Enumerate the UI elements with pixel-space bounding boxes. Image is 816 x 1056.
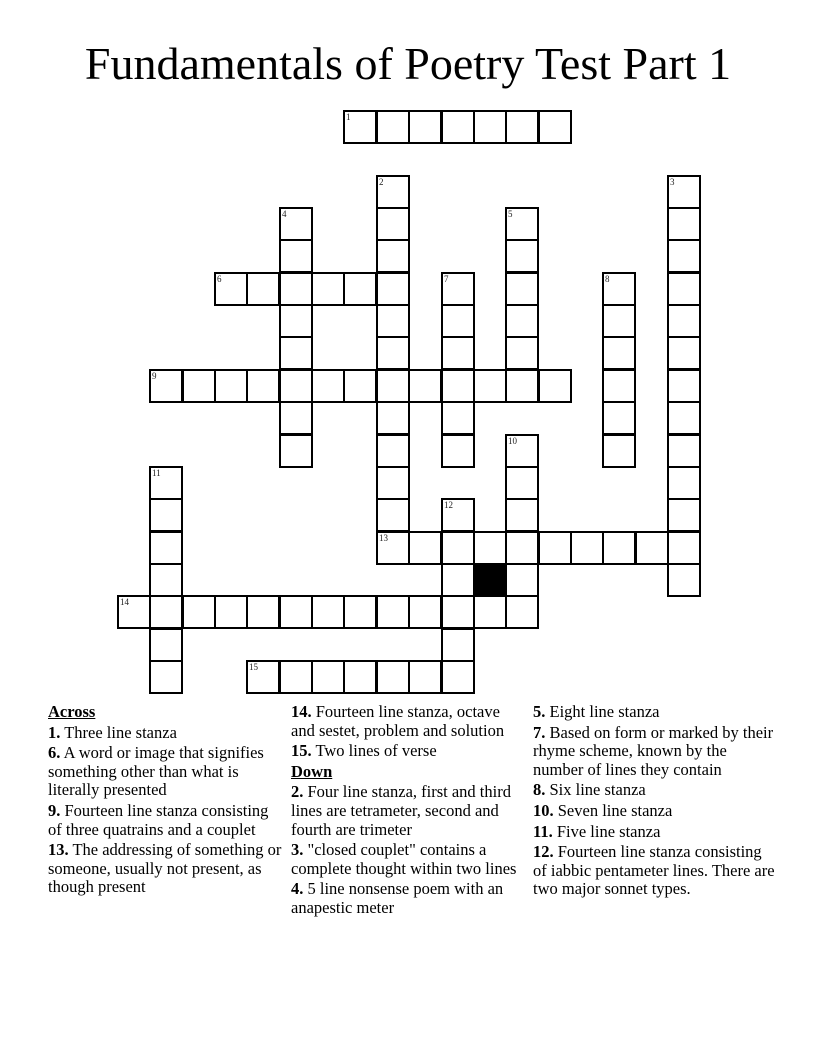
clue-across-13 bbox=[48, 841, 283, 897]
clue-number-label: 2 bbox=[379, 177, 384, 187]
grid-cell[interactable] bbox=[667, 239, 701, 273]
grid-cell[interactable] bbox=[667, 336, 701, 370]
grid-cell[interactable] bbox=[376, 207, 410, 241]
grid-cell[interactable] bbox=[149, 498, 183, 532]
grid-cell[interactable] bbox=[667, 304, 701, 338]
clue-number-label: 5 bbox=[508, 209, 513, 219]
black-cell bbox=[473, 563, 507, 597]
grid-cell[interactable] bbox=[473, 369, 507, 403]
clue-number: 1. bbox=[48, 722, 61, 742]
grid-cell[interactable] bbox=[667, 369, 701, 403]
grid-cell[interactable] bbox=[441, 628, 475, 662]
grid-cell[interactable] bbox=[117, 595, 151, 629]
grid-cell[interactable] bbox=[408, 660, 442, 694]
grid-cell[interactable] bbox=[279, 239, 313, 273]
grid-cell[interactable] bbox=[441, 336, 475, 370]
grid-cell[interactable] bbox=[376, 304, 410, 338]
grid-cell[interactable] bbox=[505, 434, 539, 468]
clue-across-6 bbox=[48, 744, 283, 800]
clue-down-5 bbox=[533, 703, 778, 722]
clue-down-11 bbox=[533, 823, 778, 842]
grid-cell[interactable] bbox=[376, 434, 410, 468]
grid-cell[interactable] bbox=[246, 369, 280, 403]
grid-cell[interactable] bbox=[149, 563, 183, 597]
grid-cell[interactable] bbox=[376, 498, 410, 532]
grid-cell[interactable] bbox=[279, 369, 313, 403]
grid-cell[interactable] bbox=[279, 660, 313, 694]
grid-cell[interactable] bbox=[441, 304, 475, 338]
grid-cell[interactable] bbox=[376, 110, 410, 144]
grid-cell[interactable] bbox=[279, 304, 313, 338]
grid-cell[interactable] bbox=[505, 110, 539, 144]
grid-cell[interactable] bbox=[602, 531, 636, 565]
grid-cell[interactable] bbox=[279, 272, 313, 306]
grid-cell[interactable] bbox=[538, 110, 572, 144]
clue-number: 3. bbox=[291, 840, 304, 860]
grid-cell[interactable] bbox=[602, 369, 636, 403]
grid-cell[interactable] bbox=[311, 595, 345, 629]
grid-cell[interactable] bbox=[441, 369, 475, 403]
clue-number-label: 10 bbox=[508, 436, 517, 446]
grid-cell[interactable] bbox=[635, 531, 669, 565]
down-heading: Down bbox=[291, 761, 333, 781]
clue-text: A word or image that signifies something other than what is literally presented bbox=[48, 743, 264, 800]
clue-number: 5. bbox=[533, 702, 546, 721]
grid-cell[interactable] bbox=[505, 563, 539, 597]
grid-cell[interactable] bbox=[602, 336, 636, 370]
clue-number-label: 6 bbox=[217, 274, 222, 284]
clue-number-label: 15 bbox=[249, 662, 258, 672]
clue-number-label: 14 bbox=[120, 597, 129, 607]
grid-cell[interactable] bbox=[441, 660, 475, 694]
grid-cell[interactable] bbox=[538, 369, 572, 403]
clue-down-12 bbox=[533, 843, 778, 899]
grid-cell[interactable] bbox=[149, 595, 183, 629]
grid-cell[interactable] bbox=[343, 272, 377, 306]
grid-cell[interactable] bbox=[408, 110, 442, 144]
grid-cell[interactable] bbox=[505, 239, 539, 273]
grid-cell[interactable] bbox=[505, 336, 539, 370]
grid-cell[interactable] bbox=[538, 531, 572, 565]
grid-cell[interactable] bbox=[376, 660, 410, 694]
grid-cell[interactable] bbox=[376, 401, 410, 435]
clue-number-label: 4 bbox=[282, 209, 287, 219]
grid-cell[interactable] bbox=[505, 369, 539, 403]
grid-cell[interactable] bbox=[441, 401, 475, 435]
clue-number: 13. bbox=[48, 840, 69, 860]
grid-cell[interactable] bbox=[505, 466, 539, 500]
grid-cell[interactable] bbox=[505, 272, 539, 306]
clue-text: Five line stanza bbox=[556, 821, 661, 841]
grid-cell[interactable] bbox=[602, 434, 636, 468]
grid-cell[interactable] bbox=[279, 207, 313, 241]
clues-column-1 bbox=[48, 703, 283, 899]
clue-number: 11. bbox=[533, 821, 553, 841]
grid-cell[interactable] bbox=[667, 434, 701, 468]
clue-text: Four line stanza, first and third lines are tetrameter, second and fourth are trimeter bbox=[291, 782, 511, 839]
grid-cell[interactable] bbox=[473, 531, 507, 565]
grid-cell[interactable] bbox=[279, 336, 313, 370]
grid-cell[interactable] bbox=[214, 595, 248, 629]
clue-across-14 bbox=[291, 703, 526, 740]
clue-text: "closed couplet" contains a complete thought within two lines bbox=[291, 840, 517, 878]
clue-number-label: 11 bbox=[152, 468, 161, 478]
grid-cell[interactable] bbox=[667, 401, 701, 435]
grid-cell[interactable] bbox=[182, 369, 216, 403]
clue-text: Fourteen line stanza consisting of three quatrains and a couplet bbox=[48, 800, 269, 839]
clue-number: 8. bbox=[533, 780, 546, 800]
grid-cell[interactable] bbox=[279, 595, 313, 629]
grid-cell[interactable] bbox=[408, 595, 442, 629]
clue-text: Six line stanza bbox=[549, 780, 646, 800]
clues-column-3 bbox=[533, 703, 778, 901]
clue-number-label: 7 bbox=[444, 274, 449, 284]
grid-cell[interactable] bbox=[149, 660, 183, 694]
grid-cell[interactable] bbox=[441, 595, 475, 629]
page-title: Fundamentals of Poetry Test Part 1 bbox=[84, 38, 732, 89]
clue-down-8 bbox=[533, 781, 778, 800]
grid-cell[interactable] bbox=[149, 466, 183, 500]
clue-across-1 bbox=[48, 724, 283, 743]
clue-across-9 bbox=[48, 802, 283, 839]
clue-text: Three line stanza bbox=[64, 722, 177, 742]
grid-cell[interactable] bbox=[246, 595, 280, 629]
grid-cell[interactable] bbox=[667, 272, 701, 306]
clue-text: Two lines of verse bbox=[315, 741, 437, 761]
clue-number: 2. bbox=[291, 782, 304, 802]
grid-cell[interactable] bbox=[667, 563, 701, 597]
grid-cell[interactable] bbox=[343, 660, 377, 694]
grid-cell[interactable] bbox=[279, 434, 313, 468]
grid-cell[interactable] bbox=[376, 175, 410, 209]
clue-number-label: 12 bbox=[444, 500, 453, 510]
grid-cell[interactable] bbox=[667, 498, 701, 532]
grid-cell[interactable] bbox=[376, 466, 410, 500]
grid-cell[interactable] bbox=[279, 401, 313, 435]
grid-cell[interactable] bbox=[441, 563, 475, 597]
clue-text: The addressing of something or someone, usually not present, as though present bbox=[48, 840, 282, 897]
grid-cell[interactable] bbox=[408, 531, 442, 565]
clue-number-label: 9 bbox=[152, 371, 157, 381]
clue-number: 6. bbox=[48, 743, 61, 763]
clue-number-label: 3 bbox=[670, 177, 675, 187]
grid-cell[interactable] bbox=[376, 272, 410, 306]
grid-cell[interactable] bbox=[376, 595, 410, 629]
grid-cell[interactable] bbox=[667, 531, 701, 565]
clue-text: Based on form or marked by their rhyme scheme, known by the number of lines they contain bbox=[533, 722, 774, 779]
grid-cell[interactable] bbox=[246, 660, 280, 694]
grid-cell[interactable] bbox=[343, 110, 377, 144]
grid-cell[interactable] bbox=[473, 595, 507, 629]
grid-cell[interactable] bbox=[311, 660, 345, 694]
clue-text: Seven line stanza bbox=[557, 800, 673, 820]
grid-cell[interactable] bbox=[376, 336, 410, 370]
grid-cell[interactable] bbox=[505, 207, 539, 241]
clue-down-4 bbox=[291, 880, 526, 917]
grid-cell[interactable] bbox=[182, 595, 216, 629]
grid-cell[interactable] bbox=[505, 531, 539, 565]
grid-cell[interactable] bbox=[667, 175, 701, 209]
clue-down-2 bbox=[291, 783, 526, 839]
grid-cell[interactable] bbox=[441, 434, 475, 468]
grid-cell[interactable] bbox=[570, 531, 604, 565]
clue-text: Eight line stanza bbox=[549, 702, 660, 721]
grid-cell[interactable] bbox=[376, 531, 410, 565]
grid-cell[interactable] bbox=[149, 369, 183, 403]
clue-number: 4. bbox=[291, 879, 304, 899]
clue-number: 7. bbox=[533, 722, 546, 742]
grid-cell[interactable] bbox=[149, 531, 183, 565]
clue-number: 14. bbox=[291, 702, 312, 721]
grid-cell[interactable] bbox=[441, 498, 475, 532]
grid-cell[interactable] bbox=[311, 369, 345, 403]
clue-number-label: 13 bbox=[379, 533, 388, 543]
clue-number: 9. bbox=[48, 800, 61, 820]
clue-number-label: 1 bbox=[346, 112, 351, 122]
grid-cell[interactable] bbox=[408, 369, 442, 403]
clue-text: Fourteen line stanza, octave and sestet, problem and solution bbox=[291, 702, 505, 740]
clue-number-label: 8 bbox=[605, 274, 610, 284]
grid-cell[interactable] bbox=[667, 466, 701, 500]
grid-cell[interactable] bbox=[214, 369, 248, 403]
clue-number: 12. bbox=[533, 842, 554, 862]
clue-across-15 bbox=[291, 742, 526, 761]
grid-cell[interactable] bbox=[602, 272, 636, 306]
clue-text: Fourteen line stanza consisting of iabbic pentameter lines. There are two major sonnet types. bbox=[533, 842, 775, 899]
across-heading: Across bbox=[48, 702, 96, 721]
grid-cell[interactable] bbox=[505, 595, 539, 629]
grid-cell[interactable] bbox=[149, 628, 183, 662]
grid-cell[interactable] bbox=[343, 369, 377, 403]
grid-cell[interactable] bbox=[311, 272, 345, 306]
clues-column-2 bbox=[291, 703, 526, 920]
grid-cell[interactable] bbox=[505, 304, 539, 338]
grid-cell[interactable] bbox=[602, 304, 636, 338]
clue-text: 5 line nonsense poem with an anapestic meter bbox=[291, 879, 504, 917]
clue-down-3 bbox=[291, 841, 526, 878]
grid-cell[interactable] bbox=[505, 498, 539, 532]
clue-down-10 bbox=[533, 802, 778, 821]
grid-cell[interactable] bbox=[602, 401, 636, 435]
grid-cell[interactable] bbox=[343, 595, 377, 629]
grid-cell[interactable] bbox=[667, 207, 701, 241]
clue-number: 15. bbox=[291, 741, 312, 761]
grid-cell[interactable] bbox=[376, 369, 410, 403]
grid-cell[interactable] bbox=[441, 531, 475, 565]
grid-cell[interactable] bbox=[214, 272, 248, 306]
grid-cell[interactable] bbox=[246, 272, 280, 306]
clue-number: 10. bbox=[533, 800, 554, 820]
grid-cell[interactable] bbox=[376, 239, 410, 273]
grid-cell[interactable] bbox=[473, 110, 507, 144]
clue-down-7 bbox=[533, 724, 778, 780]
grid-cell[interactable] bbox=[441, 272, 475, 306]
grid-cell[interactable] bbox=[441, 110, 475, 144]
